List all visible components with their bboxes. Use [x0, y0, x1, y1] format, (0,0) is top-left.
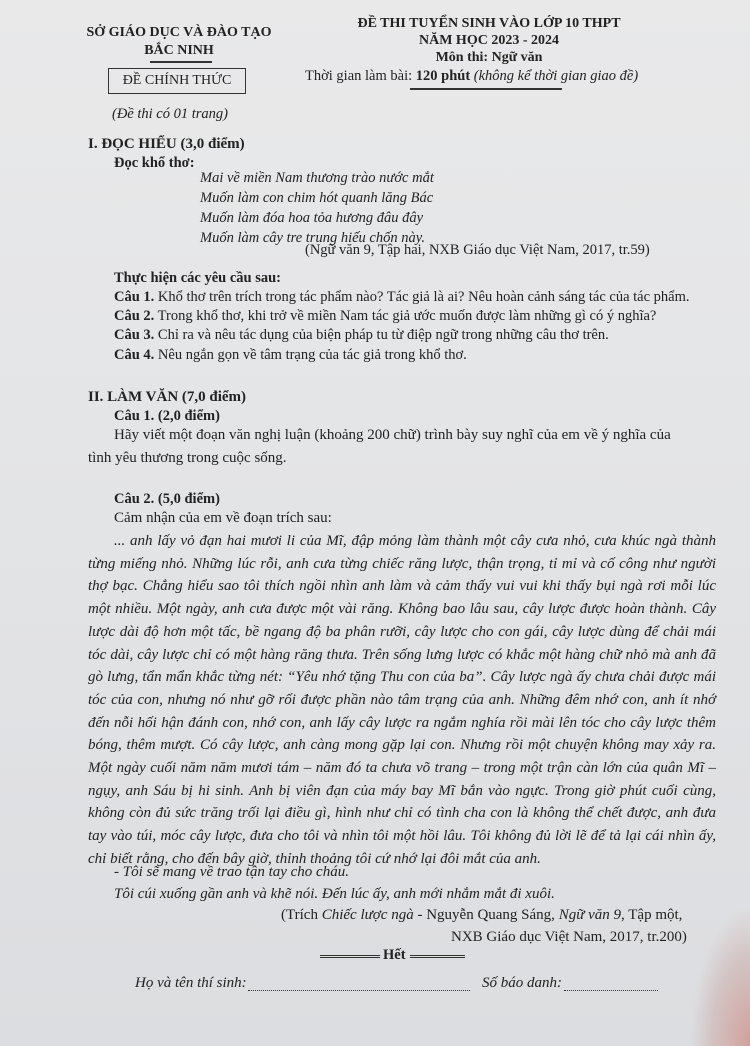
question-2: [114, 308, 656, 325]
department-name: SỞ GIÁO DỤC VÀ ĐÀO TẠO: [86, 25, 272, 40]
page-count-note: (Đề thi có 01 trang): [112, 106, 228, 122]
citation-prefix: (Trích: [281, 907, 322, 923]
candidate-name-field: [248, 990, 470, 991]
citation-author: - Nguyễn Quang Sáng,: [413, 907, 559, 923]
end-marker: Hết: [383, 947, 406, 963]
question-4: [114, 347, 467, 364]
school-year: NĂM HỌC 2023 - 2024: [419, 33, 559, 48]
poem-line-2: Muốn làm con chim hót quanh lăng Bác: [200, 190, 434, 206]
duration-label: Thời gian làm bài:: [305, 68, 413, 84]
essay-q1-line-1: Hãy viết một đoạn văn nghị luận (khoảng 200 chữ) trình bày suy nghĩ của em về ý nghĩa của: [114, 427, 671, 443]
essay-q2-label: Câu 2. (5,0 điểm): [114, 491, 220, 507]
tasks-heading: Thực hiện các yêu cầu sau:: [114, 270, 281, 286]
excerpt-citation: [281, 907, 682, 924]
essay-q1-label: Câu 1. (2,0 điểm): [114, 408, 220, 424]
poem-intro: Đọc khổ thơ:: [114, 155, 195, 171]
citation-book: Ngữ văn 9: [558, 907, 622, 923]
poem-line-4: Muốn làm cây tre trung hiếu chốn này.: [200, 230, 425, 246]
question-label: Câu 3.: [114, 327, 155, 343]
question-text: Khổ thơ trên trích trong tác phẩm nào? Tác giả là ai? Nêu hoàn cảnh sáng tác của tác phẩm.: [154, 289, 690, 305]
official-exam-box: ĐỀ CHÍNH THỨC: [108, 68, 246, 94]
poem-line-1: Mai về miền Nam thương trào nước mắt: [200, 170, 434, 186]
end-rule-right: [410, 955, 465, 958]
part1-heading: I. ĐỌC HIỂU (3,0 điểm): [88, 136, 245, 152]
province-name: BẮC NINH: [144, 43, 214, 58]
excerpt-closing: Tôi cúi xuống gần anh và khẽ nói. Đến lúc ấy, anh mới nhắm mắt đi xuôi.: [114, 886, 555, 902]
question-text: Trong khổ thơ, khi trở về miền Nam tác giả ước muốn được làm những gì có ý nghĩa?: [154, 308, 657, 324]
end-rule-left: [320, 955, 380, 958]
finger-shadow: [690, 906, 750, 1046]
candidate-id-field: [564, 990, 658, 991]
question-1: [114, 289, 690, 306]
header-underline: [150, 61, 212, 63]
candidate-id-label: Số báo danh:: [482, 975, 562, 991]
question-label: Câu 4.: [114, 347, 155, 363]
question-3: [114, 327, 609, 344]
essay-q2-prompt: Cảm nhận của em về đoạn trích sau:: [114, 510, 332, 526]
excerpt-citation-publisher: NXB Giáo dục Việt Nam, 2017, tr.200): [451, 929, 687, 945]
question-label: Câu 1.: [114, 289, 155, 305]
citation-work: Chiếc lược ngà: [321, 907, 414, 923]
duration-value: 120 phút: [415, 68, 471, 84]
duration-underline: [410, 88, 562, 90]
part2-heading: II. LÀM VĂN (7,0 điểm): [88, 389, 247, 405]
excerpt-dialogue: - Tôi sẽ mang về trao tận tay cho cháu.: [114, 864, 349, 880]
exam-title: ĐỀ THI TUYỂN SINH VÀO LỚP 10 THPT: [357, 16, 621, 31]
exam-duration: [305, 68, 638, 85]
essay-q1-line-2: tình yêu thương trong cuộc sống.: [88, 450, 287, 466]
question-text: Chỉ ra và nêu tác dụng của biện pháp tu từ điệp ngữ trong những câu thơ trên.: [154, 327, 609, 343]
exam-subject: Môn thi: Ngữ văn: [435, 50, 543, 65]
literary-excerpt: ... anh lấy vỏ đạn hai mươi li của Mĩ, đập mỏng làm thành một cây cưa nhỏ, cưa khúc ngà thành từng miếng nhỏ. Những lúc rỗi, anh cưa từng chiếc răng lược, thận trọng, tỉ mỉ và cố công như người thợ bạc. Chẳng hiểu sao tôi thích ngồi nhìn anh làm và cảm thấy vui vui khi thấy bụi ngà rơi mỗi lúc một nhiều. Một ngày, anh cưa được một vài răng. Không bao lâu sau, cây lược được hoàn thành. Cây lược dài độ hơn một tấc, bề ngang độ ba phân rưỡi, cây lược cho con gái, cây lược dùng để chải mái tóc dài, cây lược chỉ có một hàng răng thưa. Trên sống lưng lược có khắc một hàng chữ nhỏ mà anh đã gò lưng, tẩn mẩn khắc từng nét: “Yêu nhớ tặng Thu con của ba”. Cây lược ngà ấy chưa chải được mái tóc của con, nhưng nó như gỡ rối được phần nào tâm trạng của anh. Những đêm nhớ con, anh ít nhớ đến nỗi hối hận đánh con, nhớ con, anh lấy cây lược ra ngắm nghía rồi mài lên tóc cho cây lược thêm bóng, thêm mượt. Có cây lược, anh càng mong gặp lại con. Nhưng rồi một chuyện không may xảy ra. Một ngày cuối năm năm mươi tám – năm đó ta chưa võ trang – trong một trận càn lớn của quân Mĩ – ngụy, anh Sáu bị hi sinh. Anh bị viên đạn của máy bay Mĩ bắn vào ngực. Trong giờ phút cuối cùng, không còn đủ sức trăng trối lại điều gì, hình như chỉ có tình cha con là không thể chết được, anh đưa tay vào túi, móc cây lược, đưa cho tôi và nhìn tôi một hồi lâu. Tôi không đủ lời lẽ để tả lại cái nhìn ấy, chỉ biết rằng, cho đến bây giờ, thỉnh thoảng tôi cứ nhớ lại đôi mắt của anh.: [88, 533, 716, 867]
poem-line-3: Muốn làm đóa hoa tỏa hương đâu đây: [200, 210, 424, 226]
question-text: Nêu ngắn gọn về tâm trạng của tác giả trong khổ thơ.: [154, 347, 467, 363]
citation-volume: , Tập một,: [621, 907, 683, 923]
candidate-name-label: Họ và tên thí sinh:: [135, 975, 247, 991]
duration-note: (không kể thời gian giao đề): [473, 68, 639, 84]
question-label: Câu 2.: [114, 308, 155, 324]
poem-source: (Ngữ văn 9, Tập hai, NXB Giáo dục Việt Nam, 2017, tr.59): [305, 242, 650, 258]
